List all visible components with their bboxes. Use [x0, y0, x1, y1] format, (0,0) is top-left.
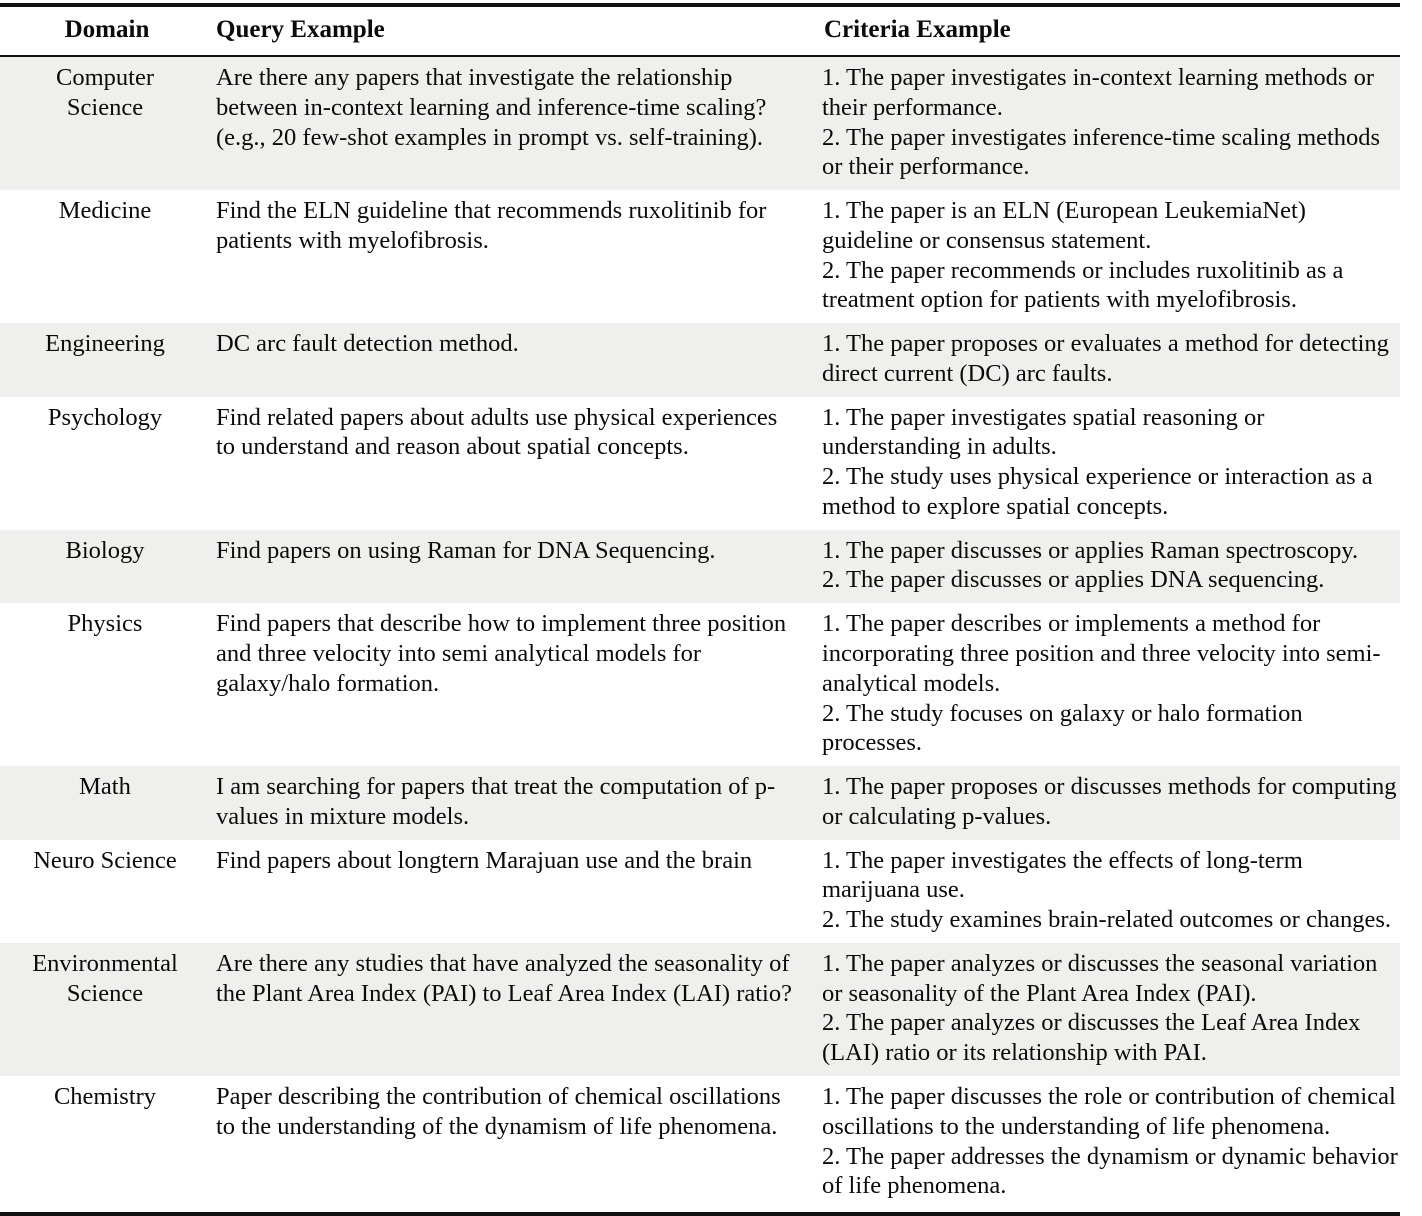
- criteria-item: 2. The study focuses on galaxy or halo formation processes.: [822, 699, 1303, 757]
- domain-label-line: Environmental: [32, 949, 178, 977]
- criteria-item: 1. The paper discusses the role or contribution of chemical oscillations to the understanding of life phenomena.: [822, 1082, 1396, 1140]
- cell-criteria-example: [818, 397, 1400, 530]
- cell-query-example: DC arc fault detection method.: [214, 323, 818, 397]
- criteria-item: 1. The paper investigates the effects of long-term marijuana use.: [822, 846, 1303, 904]
- criteria-item: 1. The paper discusses or applies Raman spectroscopy.: [822, 536, 1359, 564]
- cell-query-example: Find papers that describe how to implement three position and three velocity into semi analytical models for galaxy/halo formation.: [216, 610, 787, 697]
- domain-query-criteria-table: [0, 7, 1406, 56]
- domain-label-line: Chemistry: [53, 1082, 157, 1110]
- cell-domain: [0, 766, 214, 840]
- cell-domain: [0, 57, 214, 190]
- table-bottom-rule: [0, 1212, 1400, 1216]
- criteria-item: 1. The paper analyzes or discusses the seasonal variation or seasonality of the Plant Area Index (PAI).: [822, 949, 1378, 1007]
- domain-label-line: Science: [66, 979, 144, 1007]
- criteria-item: 2. The study examines brain-related outcomes or changes.: [822, 906, 1391, 934]
- domain-label-line: Medicine: [58, 197, 152, 225]
- cell-query-example: Paper describing the contribution of chemical oscillations to the understanding of the dynamism of life phenomena.: [216, 1082, 781, 1140]
- cell-criteria-example: [818, 766, 1400, 840]
- criteria-item: 2. The paper discusses or applies DNA sequencing.: [822, 566, 1325, 594]
- criteria-item: 2. The study uses physical experience or interaction as a method to explore spatial concepts.: [822, 463, 1373, 520]
- criteria-item: 2. The paper analyzes or discusses the Leaf Area Index (LAI) ratio or its relationship with PAI.: [822, 1009, 1361, 1067]
- criteria-item: 1. The paper proposes or evaluates a method for detecting direct current (DC) arc faults.: [822, 330, 1389, 387]
- cell-query-example: Find related papers about adults use physical experiences to understand and reason about spatial concepts.: [216, 403, 778, 461]
- cell-criteria-example: [818, 840, 1400, 943]
- cell-criteria-example: [818, 1076, 1400, 1209]
- domain-label-line: Physics: [67, 610, 143, 638]
- criteria-item: 2. The paper recommends or includes ruxolitinib as a treatment option for patients with myelofibrosis.: [822, 256, 1344, 314]
- table-row: [0, 57, 1400, 190]
- table-row: [0, 397, 1400, 530]
- criteria-item: 1. The paper investigates spatial reasoning or understanding in adults.: [822, 403, 1265, 461]
- cell-domain: [0, 397, 214, 530]
- cell-criteria-example: [818, 57, 1400, 190]
- table-row: [0, 766, 1400, 840]
- cell-criteria-example: [818, 323, 1400, 397]
- cell-query-example: Find papers about longtern Marajuan use and the brain: [216, 846, 753, 874]
- criteria-item: 2. The paper investigates inference-time scaling methods or their performance.: [822, 123, 1381, 181]
- criteria-item: 1. The paper investigates in-context learning methods or their performance.: [822, 64, 1375, 121]
- criteria-item: 1. The paper is an ELN (European LeukemiaNet) guideline or consensus statement.: [822, 197, 1306, 254]
- domain-label-line: Science: [66, 93, 144, 121]
- criteria-item: 1. The paper describes or implements a method for incorporating three position and three velocity into semi-analytical models.: [822, 610, 1381, 697]
- table-row: [0, 323, 1400, 397]
- column-header-domain: Domain: [64, 15, 150, 43]
- criteria-item: 1. The paper proposes or discusses methods for computing or calculating p-values.: [822, 773, 1397, 830]
- domain-label-line: Neuro Science: [33, 846, 177, 874]
- criteria-item: 2. The paper addresses the dynamism or dynamic behavior of life phenomena.: [822, 1142, 1398, 1200]
- cell-domain: [0, 1076, 214, 1209]
- table-row: [0, 603, 1400, 766]
- cell-domain: [0, 530, 214, 604]
- domain-label-line: Engineering: [45, 330, 165, 358]
- domain-label-line: Psychology: [47, 403, 163, 431]
- cell-query-example: Are there any papers that investigate the relationship between in-context learning and inference-time scaling? (e.g., 20 few-shot examples in prompt vs. self-training).: [214, 57, 818, 190]
- cell-domain: [0, 943, 214, 1076]
- table-header: [0, 7, 1406, 56]
- cell-query-example: Find papers on using Raman for DNA Sequencing.: [214, 530, 818, 604]
- table-row: [0, 190, 1400, 323]
- domain-query-criteria-body: [0, 57, 1400, 1209]
- table-row: [0, 530, 1400, 604]
- table-row: [0, 840, 1400, 943]
- cell-query-example: Are there any studies that have analyzed the seasonality of the Plant Area Index (PAI) to Leaf Area Index (LAI) ratio?: [214, 943, 818, 1076]
- domain-label-line: Computer: [56, 64, 154, 91]
- column-header-query-example: Query Example: [216, 15, 385, 43]
- cell-domain: [0, 190, 214, 323]
- column-header-criteria-example: Criteria Example: [824, 15, 1011, 43]
- table-body: [0, 57, 1400, 1209]
- cell-domain: [0, 323, 214, 397]
- cell-domain: [0, 840, 214, 943]
- table-row: [0, 1076, 1400, 1209]
- domain-label-line: Biology: [65, 536, 145, 564]
- cell-criteria-example: [818, 190, 1400, 323]
- table-row: [0, 943, 1400, 1076]
- domain-label-line: Math: [79, 773, 131, 801]
- cell-criteria-example: [818, 530, 1400, 604]
- cell-criteria-example: [818, 943, 1400, 1076]
- cell-query-example: I am searching for papers that treat the computation of p-values in mixture models.: [214, 766, 818, 840]
- cell-query-example: Find the ELN guideline that recommends ruxolitinib for patients with myelofibrosis.: [216, 197, 767, 254]
- header-row: [0, 7, 1406, 56]
- cell-criteria-example: [818, 603, 1400, 766]
- cell-domain: [0, 603, 214, 766]
